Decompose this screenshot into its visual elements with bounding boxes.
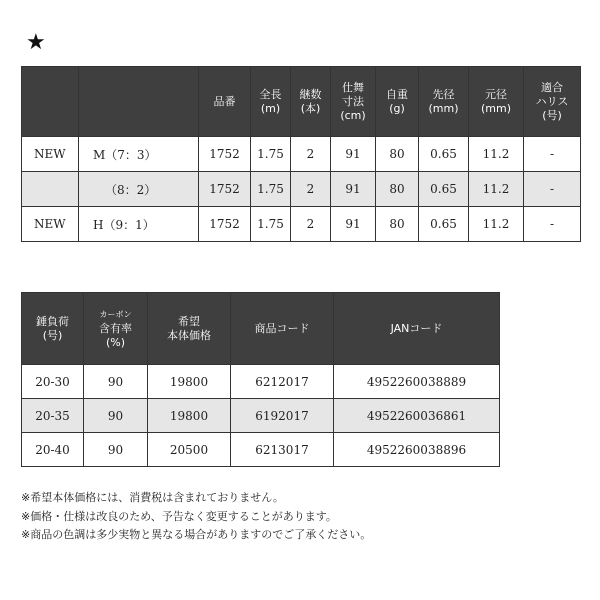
list-price-cell: 19800 <box>148 399 231 433</box>
header-line: 寸法 <box>342 94 364 108</box>
price-header-jan-code <box>334 293 500 365</box>
tip-diameter-cell: 0.65 <box>419 137 469 172</box>
new-badge: NEW <box>22 137 79 172</box>
price-header-list-price <box>148 293 231 365</box>
header-line: 商品コード <box>254 321 310 335</box>
jan-code-cell: 4952260038896 <box>334 433 500 467</box>
header-line: 先径 <box>432 87 455 101</box>
weight-cell: 80 <box>376 137 419 172</box>
table-row <box>22 137 581 172</box>
header-line: 元径 <box>485 87 507 101</box>
price-table <box>21 292 500 467</box>
price-header-product-code <box>231 293 334 365</box>
spec-header-length <box>251 67 291 137</box>
header-line: 全長 <box>259 87 282 101</box>
spec-header-butt-diameter <box>469 67 524 137</box>
sections-cell: 2 <box>291 172 331 207</box>
length-cell: 1.75 <box>251 172 291 207</box>
spec-header-part-number <box>199 67 251 137</box>
weight-cell: 80 <box>376 207 419 242</box>
part-number-cell: 1752 <box>199 137 251 172</box>
model-cell: （8：2） <box>79 172 199 207</box>
price-header-sinker-load <box>22 293 84 365</box>
header-line: 継数 <box>299 87 322 101</box>
new-badge <box>22 172 79 207</box>
sections-cell: 2 <box>291 137 331 172</box>
header-line: 仕舞 <box>342 80 364 94</box>
table-row <box>22 433 500 467</box>
carbon-content-cell: 90 <box>84 433 148 467</box>
header-line: (g) <box>389 101 405 115</box>
header-line: (mm) <box>428 101 459 115</box>
header-line: 錘負荷 <box>36 314 69 328</box>
list-price-cell: 20500 <box>148 433 231 467</box>
spec-header-cell <box>79 67 199 137</box>
header-line: 希望 <box>178 314 200 328</box>
header-line: 本体価格 <box>167 328 211 342</box>
sinker-load-cell: 20-30 <box>22 365 84 399</box>
butt-diameter-cell: 11.2 <box>469 172 524 207</box>
header-line: (本) <box>300 101 321 115</box>
tip-diameter-cell: 0.65 <box>419 172 469 207</box>
line-rating-cell: - <box>524 207 581 242</box>
jan-code-cell: 4952260038889 <box>334 365 500 399</box>
header-line: 品番 <box>213 94 236 108</box>
butt-diameter-cell: 11.2 <box>469 207 524 242</box>
closed-length-cell: 91 <box>331 207 376 242</box>
note-line: ※価格・仕様は改良のため、予告なく変更することがあります。 <box>21 509 337 523</box>
price-header-carbon-content <box>84 293 148 365</box>
header-line: ハリス <box>535 94 569 108</box>
note-line: ※希望本体価格には、消費税は含まれておりません。 <box>21 491 284 504</box>
butt-diameter-cell: 11.2 <box>469 137 524 172</box>
spec-header-tip-diameter <box>419 67 469 137</box>
header-line: 自重 <box>386 87 408 101</box>
header-line: 含有率 <box>99 321 132 335</box>
spec-header-row <box>22 67 581 137</box>
jan-code-cell: 4952260036861 <box>334 399 500 433</box>
notes <box>21 489 591 545</box>
product-code-cell: 6192017 <box>231 399 334 433</box>
header-line: (cm) <box>340 108 366 122</box>
list-price-cell: 19800 <box>148 365 231 399</box>
table-row <box>22 207 581 242</box>
product-code-cell: 6212017 <box>231 365 334 399</box>
header-line: JANコード <box>390 321 443 335</box>
header-line: (m) <box>260 101 281 115</box>
spec-header-line-rating <box>524 67 581 137</box>
length-cell: 1.75 <box>251 137 291 172</box>
table-row <box>22 365 500 399</box>
length-cell: 1.75 <box>251 207 291 242</box>
sections-cell: 2 <box>291 207 331 242</box>
sinker-load-cell: 20-35 <box>22 399 84 433</box>
note-line: ※商品の色調は多少実物と異なる場合がありますのでご了承ください。 <box>21 528 372 541</box>
spec-table <box>21 66 581 242</box>
table-row <box>22 172 581 207</box>
model-cell: M（7：3） <box>79 137 199 172</box>
product-code-cell: 6213017 <box>231 433 334 467</box>
closed-length-cell: 91 <box>331 172 376 207</box>
header-line: カーボン <box>99 309 132 319</box>
price-header-row <box>22 293 500 365</box>
spec-header-cell <box>22 67 79 137</box>
sinker-load-cell: 20-40 <box>22 433 84 467</box>
part-number-cell: 1752 <box>199 207 251 242</box>
new-badge: NEW <box>22 207 79 242</box>
header-line: 適合 <box>541 80 563 94</box>
tip-diameter-cell: 0.65 <box>419 207 469 242</box>
spec-header-weight <box>376 67 419 137</box>
line-rating-cell: - <box>524 137 581 172</box>
header-line: (号) <box>42 328 63 342</box>
carbon-content-cell: 90 <box>84 399 148 433</box>
spec-header-closed-length <box>331 67 376 137</box>
spec-header-sections <box>291 67 331 137</box>
carbon-content-cell: 90 <box>84 365 148 399</box>
part-number-cell: 1752 <box>199 172 251 207</box>
line-rating-cell: - <box>524 172 581 207</box>
table-row <box>22 399 500 433</box>
model-cell: H（9：1） <box>79 207 199 242</box>
weight-cell: 80 <box>376 172 419 207</box>
header-line: (%) <box>105 335 126 349</box>
header-line: (mm) <box>480 101 511 115</box>
star-icon: ★ <box>26 30 46 55</box>
header-line: (号) <box>542 108 562 122</box>
closed-length-cell: 91 <box>331 137 376 172</box>
